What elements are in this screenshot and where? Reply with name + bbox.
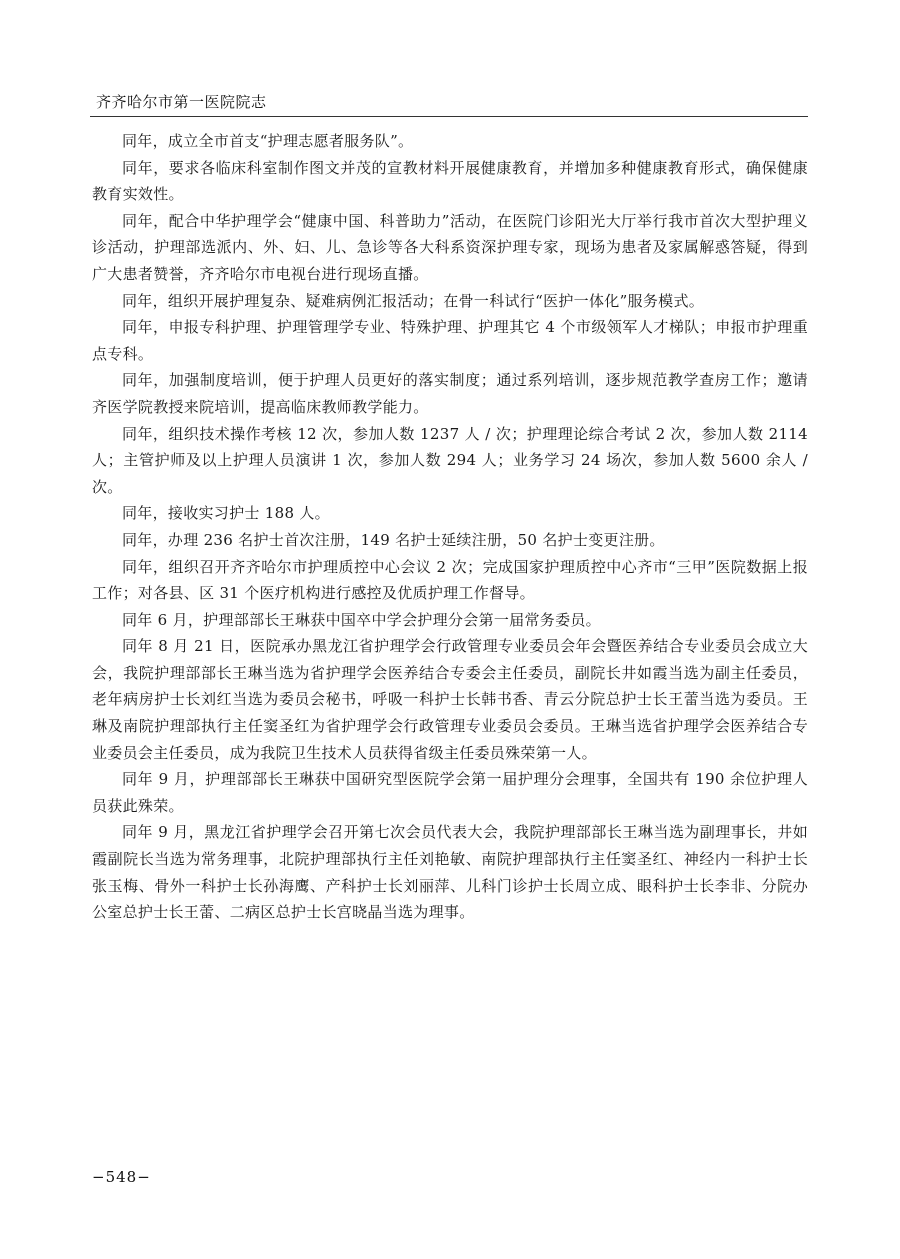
paragraph: 同年 8 月 21 日，医院承办黑龙江省护理学会行政管理专业委员会年会暨医养结合专业委员会成立大会，我院护理部部长王琳当选为省护理学会医养结合专委会主任委员，副院长井如霞当选为副主任委员，老年病房护士长刘红当选为委员会秘书，呼吸一科护士长韩书香、青云分院总护士长王蕾当选为委员。王琳及南院护理部执行主任窦圣红为省护理学会行政管理专业委员会委员。王琳当选省护理学会医养结合专业委员会主任委员，成为我院卫生技术人员获得省级主任委员殊荣第一人。 [92,637,808,762]
paragraph: 同年，要求各临床科室制作图文并茂的宣教材料开展健康教育，并增加多种健康教育形式，确保健康教育实效性。 [92,158,808,204]
paragraph: 同年，配合中华护理学会“健康中国、科普助力”活动，在医院门诊阳光大厅举行我市首次大型护理义诊活动，护理部选派内、外、妇、儿、急诊等各大科系资深护理专家，现场为患者及家属解惑答疑，得到广大患者赞誉，齐齐哈尔市电视台进行现场直播。 [92,211,808,283]
body-text [92,128,808,926]
running-header-title: 齐齐哈尔市第一医院院志 [96,93,267,111]
running-header [90,88,808,117]
paragraph: 同年 9 月，黑龙江省护理学会召开第七次会员代表大会，我院护理部部长王琳当选为副理事长，井如霞副院长当选为常务理事，北院护理部执行主任刘艳敏、南院护理部执行主任窦圣红、神经内一科护士长张玉梅、骨外一科护士长孙海鹰、产科护士长刘丽萍、儿科门诊护士长周立成、眼科护士长李非、分院办公室总护士长王蕾、二病区总护士长宫晓晶当选为理事。 [92,823,808,922]
paragraph: 同年，组织召开齐齐哈尔市护理质控中心会议 2 次；完成国家护理质控中心齐市“三甲”医院数据上报工作；对各县、区 31 个医疗机构进行感控及优质护理工作督导。 [92,557,808,603]
paragraph: 同年 6 月，护理部部长王琳获中国卒中学会护理分会第一届常务委员。 [122,610,601,629]
paragraph: 同年 9 月，护理部部长王琳获中国研究型医院学会第一届护理分会理事，全国共有 190 余位护理人员获此殊荣。 [92,770,808,815]
paragraph: 同年，组织开展护理复杂、疑难病例汇报活动；在骨一科试行“医护一体化”服务模式。 [122,291,705,310]
paragraph: 同年，申报专科护理、护理管理学专业、特殊护理、护理其它 4 个市级领军人才梯队；申报市护理重点专科。 [92,318,808,363]
paragraph: 同年，办理 236 名护士首次注册，149 名护士延续注册，50 名护士变更注册。 [122,530,665,549]
page-number: −548− [92,1168,151,1186]
paragraph: 同年，组织技术操作考核 12 次，参加人数 1237 人 / 次；护理理论综合考试 2 次，参加人数 2114 人；主管护师及以上护理人员演讲 1 次，参加人数 294 人；业务学习 24 场次，参加人数 5600 余人 / 次。 [92,424,808,496]
paragraph: 同年，接收实习护士 188 人。 [122,504,330,523]
paragraph: 同年，成立全市首支“护理志愿者服务队”。 [122,132,414,150]
paragraph: 同年，加强制度培训，便于护理人员更好的落实制度；通过系列培训，逐步规范教学查房工作；邀请齐医学院教授来院培训，提高临床教师教学能力。 [92,371,808,416]
